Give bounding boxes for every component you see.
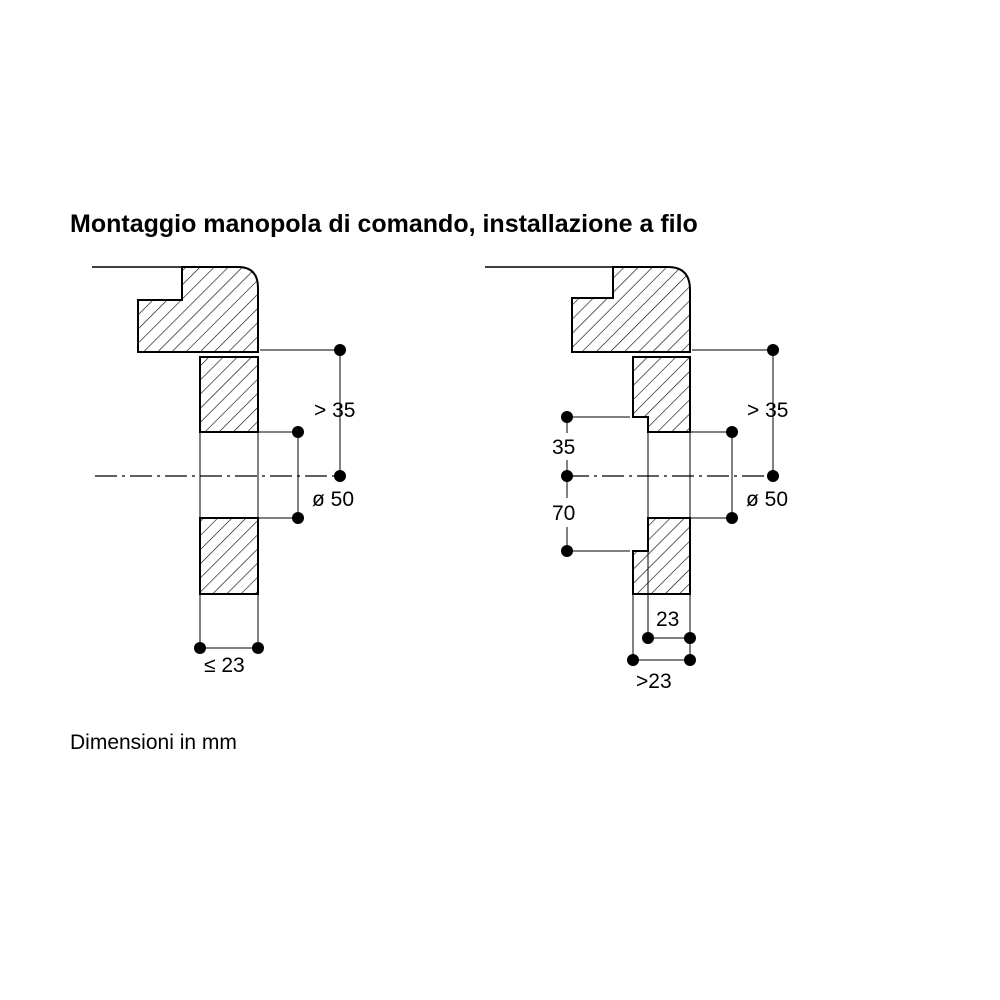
right-recess-height-label: 70 [552, 502, 576, 525]
right-depth-dot-bottom [767, 470, 779, 482]
left-dia-dot-bottom [292, 512, 304, 524]
right-offset-top-label: 35 [552, 436, 576, 459]
right-thickness-label: >23 [636, 670, 672, 693]
left-thk-dot-left [194, 642, 206, 654]
left-dia-dot-top [292, 426, 304, 438]
right-depth-label: > 35 [747, 399, 789, 422]
right-depth-dot-top [767, 344, 779, 356]
page-title: Montaggio manopola di comando, installazione a filo [70, 210, 698, 238]
right-inner-dot-left [642, 632, 654, 644]
units-note: Dimensioni in mm [70, 731, 237, 754]
right-offset-dot-top [561, 411, 573, 423]
right-inner-dot-right [684, 632, 696, 644]
left-panel-lower [200, 518, 258, 594]
left-figure [92, 267, 355, 677]
right-diameter-label: ø 50 [746, 488, 789, 511]
right-offset-dot-center [561, 470, 573, 482]
right-inner-thickness-label: 23 [656, 608, 680, 631]
left-thickness-label: ≤ 23 [204, 654, 245, 677]
left-thk-dot-right [252, 642, 264, 654]
right-offset-dot-bottom [561, 545, 573, 557]
left-depth-dot-bottom [334, 470, 346, 482]
right-thk-dot-right [684, 654, 696, 666]
left-depth-label: > 35 [314, 399, 356, 422]
right-dia-dot-bottom [726, 512, 738, 524]
right-dia-dot-top [726, 426, 738, 438]
left-worktop-block [138, 267, 258, 352]
right-figure [485, 267, 788, 693]
left-depth-dot-top [334, 344, 346, 356]
right-thk-dot-left [627, 654, 639, 666]
left-diameter-label: ø 50 [312, 488, 355, 511]
right-worktop-block [572, 267, 690, 352]
right-panel-upper [633, 357, 690, 432]
right-panel-lower [633, 518, 690, 594]
left-panel-upper [200, 357, 258, 432]
